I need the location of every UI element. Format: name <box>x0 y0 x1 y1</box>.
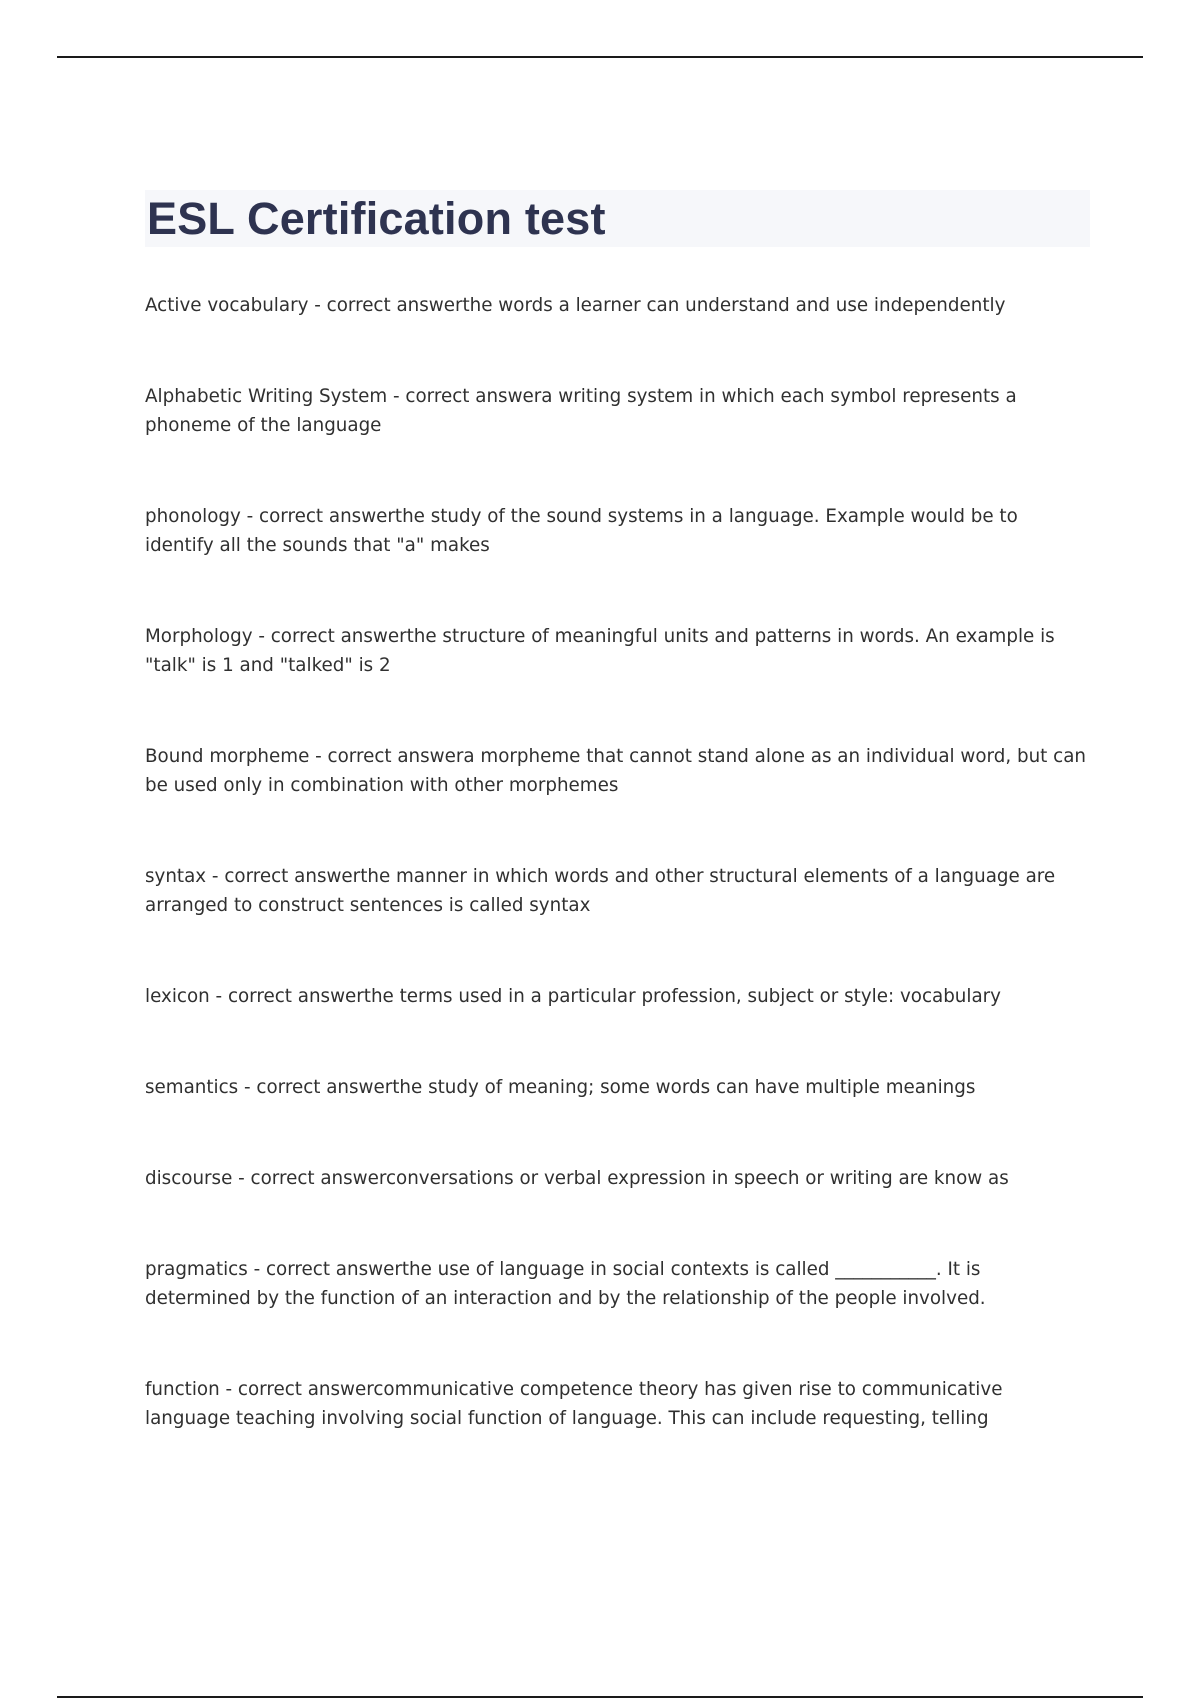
flashcard-entry: Morphology - correct answerthe structure of meaningful units and patterns in words. An example is "talk" is 1 and "talked" is 2 <box>145 626 1055 676</box>
flashcard-entry: discourse - correct answerconversations or verbal expression in speech or writing are know as <box>145 1168 1009 1189</box>
flashcard-entry: Bound morpheme - correct answera morpheme that cannot stand alone as an individual word, but can be used only in combination with other morphemes <box>145 746 1086 796</box>
flashcard-entry: phonology - correct answerthe study of the sound systems in a language. Example would be to identify all the sounds that "a" makes <box>145 506 1018 556</box>
flashcard-entry: Active vocabulary - correct answerthe words a learner can understand and use independently <box>145 295 1006 316</box>
flashcard-entry: syntax - correct answerthe manner in which words and other structural elements of a language are arranged to construct sentences is called syntax <box>145 866 1056 916</box>
flashcard-list <box>145 291 1090 1495</box>
flashcard-entry: semantics - correct answerthe study of meaning; some words can have multiple meanings <box>145 1077 976 1098</box>
flashcard-entry: lexicon - correct answerthe terms used in a particular profession, subject or style: vocabulary <box>145 986 1002 1007</box>
flashcard-entry: function - correct answercommunicative competence theory has given rise to communicative language teaching involving social function of language. This can include requesting, telling <box>145 1379 1003 1429</box>
page-title: ESL Certification test <box>147 193 606 244</box>
flashcard-entry: pragmatics - correct answerthe use of language in social contexts is called ___________. It is determined by the function of an interaction and by the relationship of the people involved. <box>145 1259 986 1309</box>
title-banner <box>145 190 1090 247</box>
bottom-rule <box>57 1696 1143 1698</box>
flashcard-entry: Alphabetic Writing System - correct answera writing system in which each symbol represents a phoneme of the language <box>145 386 1017 436</box>
top-rule <box>57 56 1143 58</box>
